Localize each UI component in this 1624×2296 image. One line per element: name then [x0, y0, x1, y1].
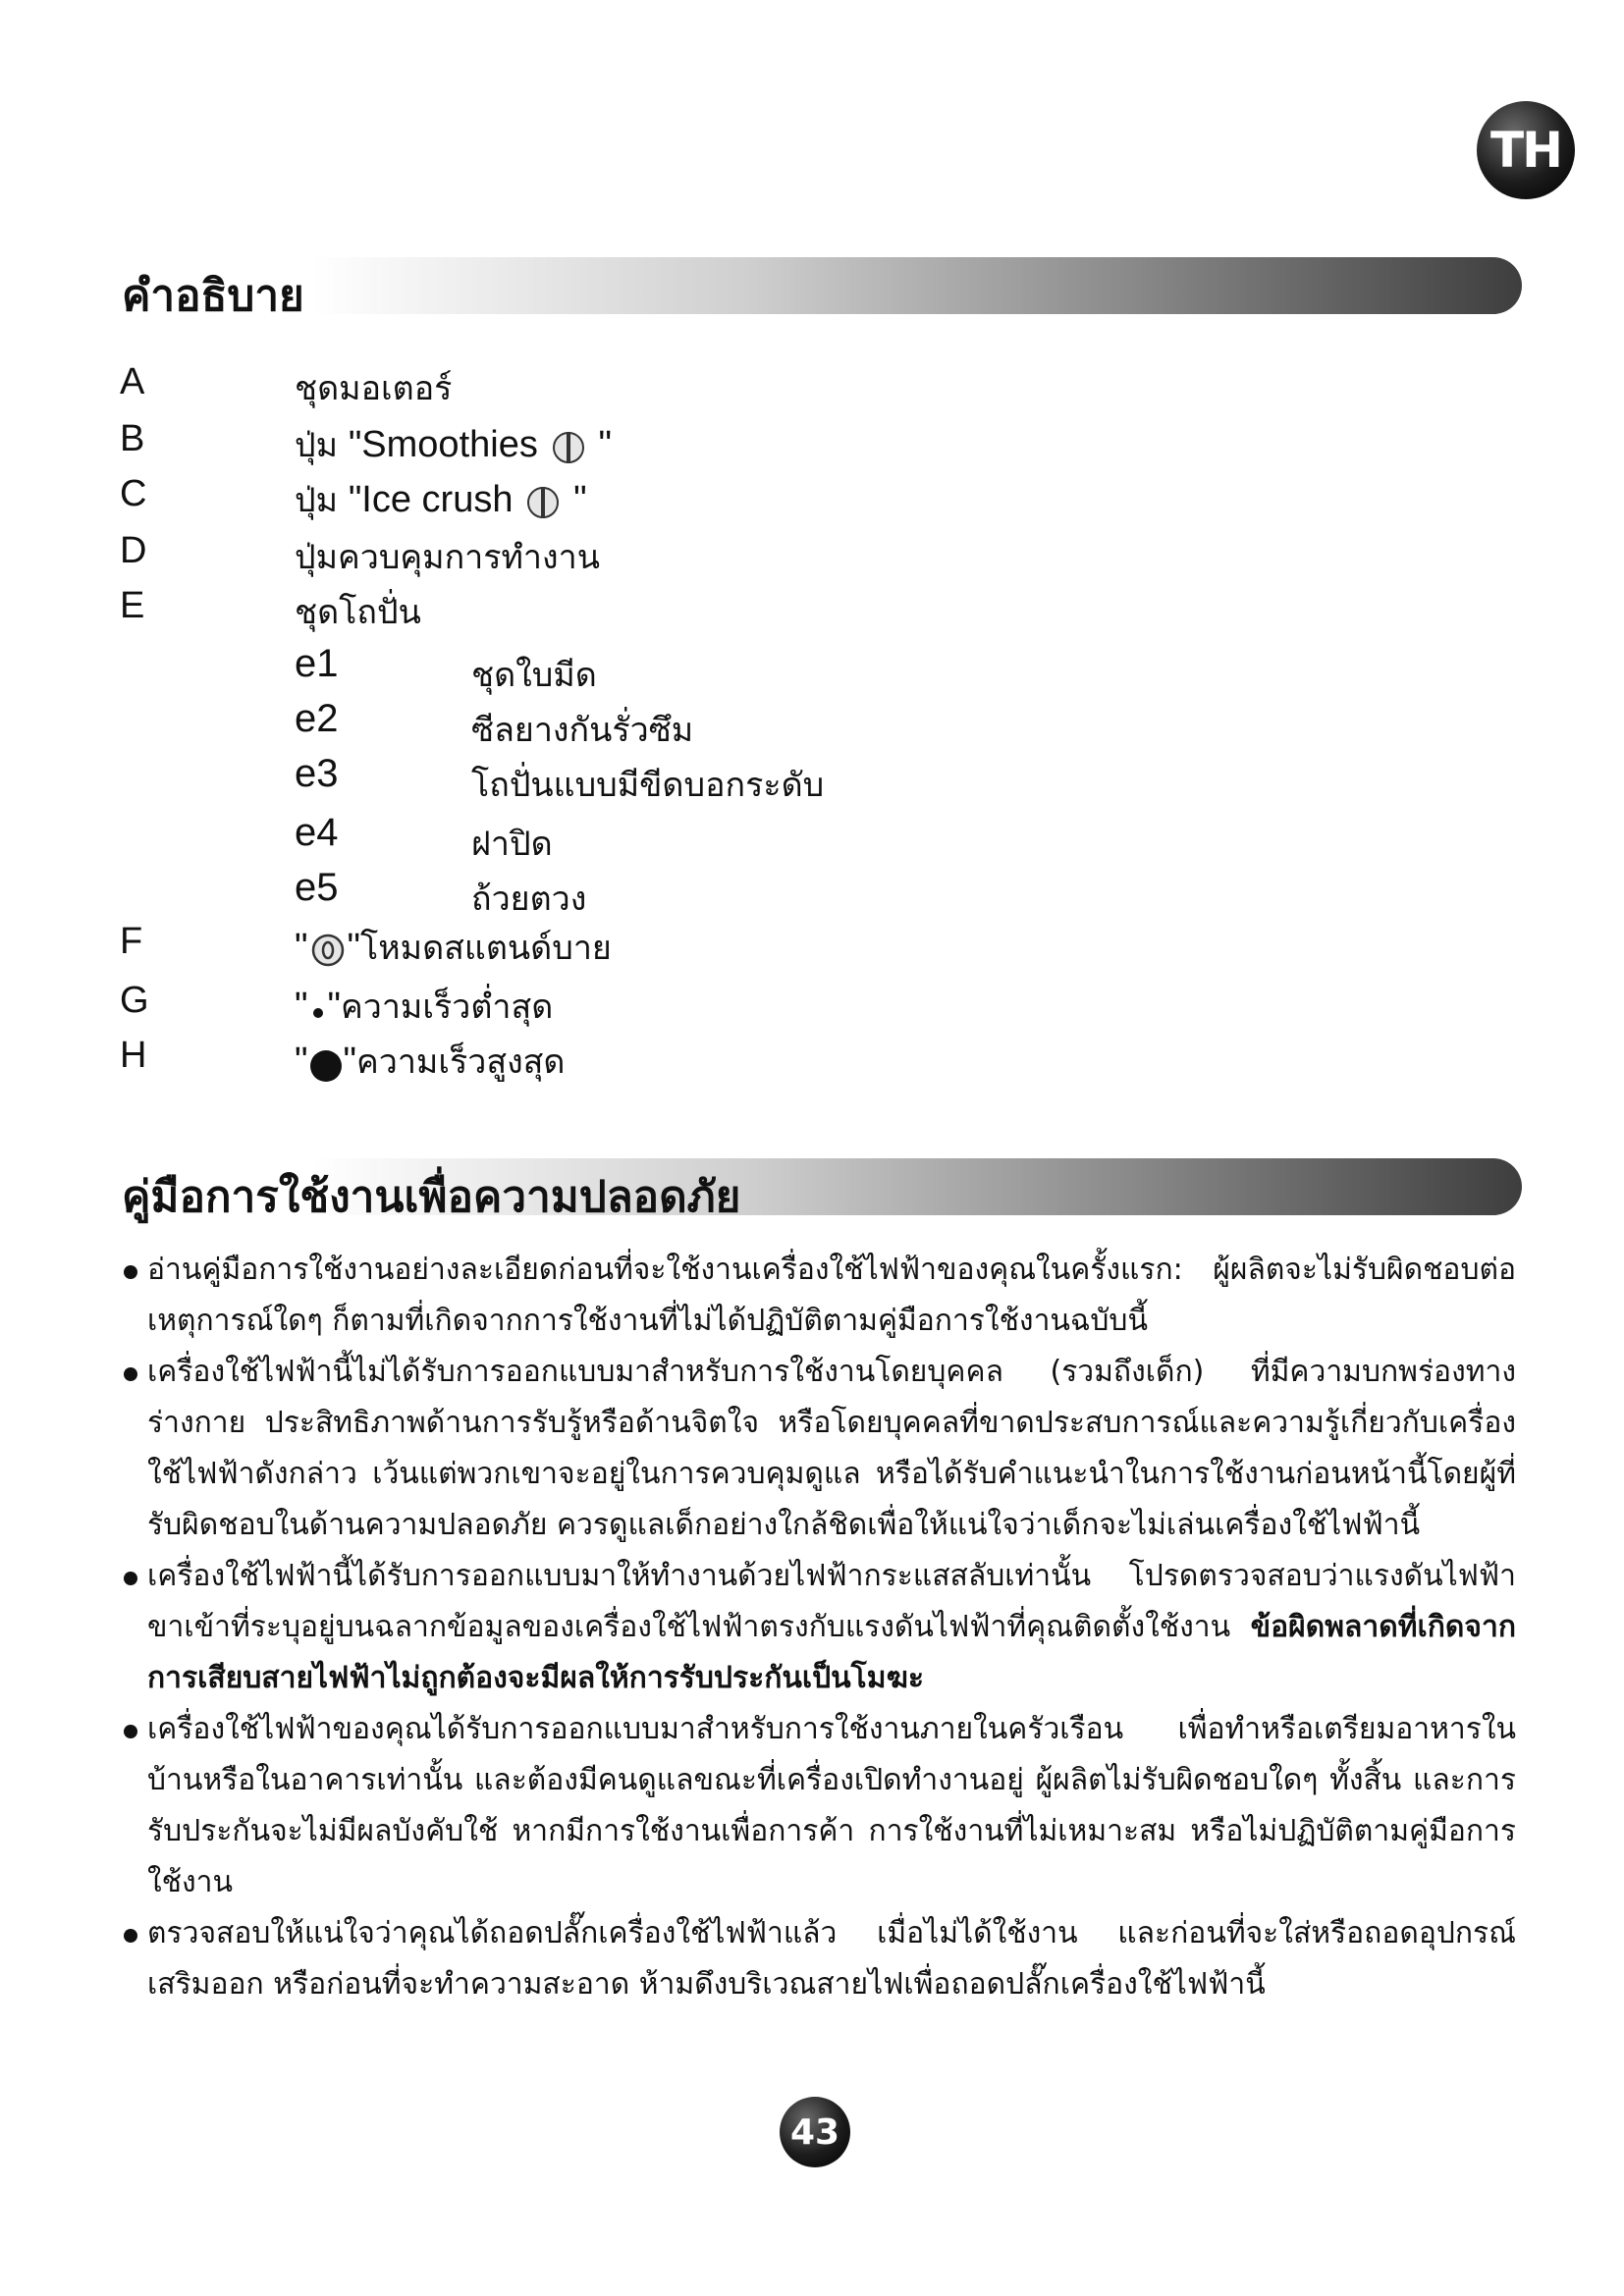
pulse-icon: [549, 428, 588, 467]
quote-close: ": [327, 986, 341, 1027]
legend-subtext: ถ้วยตวง: [471, 880, 587, 919]
bullet-text: เครื่องใช้ไฟฟ้าของคุณได้รับการออกแบบมาสำหรับการใช้งานภายในครัวเรือน เพื่อทำหรือเตรียมอาหารในบ้านหรือในอาคารเท่านั้น และต้องมีคนดูแลขณะที่เครื่องเปิดทำงานอยู่ ผู้ผลิตไม่รับผิดชอบใดๆ ทั้งสิ้น และการรับประกันจะไม่มีผลบังคับใช้ หากมีการใช้งานเพื่อการค้า การใช้งานที่ไม่เหมาะสม หรือไม่ปฏิบัติตามคู่มือการใช้งาน: [147, 1712, 1516, 1899]
max-speed-dot-icon: [308, 1044, 344, 1084]
page-number-badge: 43: [780, 2097, 850, 2167]
safety-bullet: [122, 1245, 1516, 1347]
safety-bullet: [122, 1704, 1516, 1908]
min-speed-dot-icon: [308, 989, 328, 1029]
quote-close: ": [347, 927, 360, 968]
legend-key: E: [120, 585, 145, 626]
legend-subkey: e3: [295, 752, 339, 795]
legend-text: [295, 980, 553, 1033]
legend-key: H: [120, 1035, 147, 1076]
safety-bullet: [122, 1551, 1516, 1704]
bullet-text: ตรวจสอบให้แน่ใจว่าคุณได้ถอดปลั๊กเครื่องใช้ไฟฟ้าแล้ว เมื่อไม่ได้ใช้งาน และก่อนที่จะใส่หรือถอดอุปกรณ์เสริมออก หรือก่อนที่จะทำความสะอาด ห้ามดึงบริเวณสายไฟเพื่อถอดปลั๊กเครื่องใช้ไฟฟ้านี้: [147, 1916, 1516, 2002]
smoothies-label: "Smoothies: [348, 424, 538, 465]
safety-bullet: [122, 1908, 1516, 2010]
bullet-text: เครื่องใช้ไฟฟ้านี้ไม่ได้รับการออกแบบมาสำหรับการใช้งานโดยบุคคล (รวมถึงเด็ก) ที่มีความบกพร่องทางร่างกาย ประสิทธิภาพด้านการรับรู้หรือด้านจิตใจ หรือโดยบุคคลที่ขาดประสบการณ์และความรู้เกี่ยวกับเครื่องใช้ไฟฟ้าดังกล่าว เว้นแต่พวกเขาจะอยู่ในการควบคุมดูแล หรือได้รับคำแนะนำในการใช้งานก่อนหน้านี้โดยผู้ที่รับผิดชอบในด้านความปลอดภัย ควรดูแลเด็กอย่างใกล้ชิดเพื่อให้แน่ใจว่าเด็กจะไม่เล่นเครื่องใช้ไฟฟ้านี้: [147, 1355, 1516, 1542]
ice-crush-label: "Ice crush: [348, 479, 514, 520]
legend-subkey: e1: [295, 642, 339, 685]
legend-subkey: e4: [295, 811, 339, 854]
section-title-description: คำอธิบาย: [122, 271, 304, 321]
bullet-text: อ่านคู่มือการใช้งานอย่างละเอียดก่อนที่จะใช้งานเครื่องใช้ไฟฟ้าของคุณในครั้งแรก: ผู้ผลิตจะไม่รับผิดชอบต่อเหตุการณ์ใดๆ ก็ตามที่เกิดจากการใช้งานที่ไม่ได้ปฏิบัติตามคู่มือการใช้งานฉบับนี้: [147, 1253, 1516, 1338]
quote-close: ": [573, 479, 587, 520]
legend-text-prefix: ปุ่ม: [295, 426, 338, 465]
quote-open: ": [295, 1041, 308, 1082]
speed-text: ความเร็วต่ำสุด: [341, 988, 554, 1027]
legend-key: D: [120, 530, 147, 571]
section-title-safety: คู่มือการใช้งานเพื่อความปลอดภัย: [122, 1172, 741, 1222]
pulse-icon: [523, 483, 563, 522]
safety-bullet: [122, 1347, 1516, 1551]
legend-key: F: [120, 921, 143, 962]
quote-open: ": [295, 986, 308, 1027]
legend-subtext: ซีลยางกันรั่วซึม: [471, 711, 694, 750]
legend-text: [295, 921, 612, 974]
legend-key: G: [120, 980, 149, 1021]
legend-text: ปุ่มควบคุมการทำงาน: [295, 538, 600, 577]
speed-text: โหมดสแตนด์บาย: [360, 929, 612, 968]
legend-key: A: [120, 361, 145, 402]
quote-open: ": [295, 927, 308, 968]
legend-subtext: ฝาปิด: [471, 825, 553, 864]
legend-text: ชุดโถปั่น: [295, 593, 421, 632]
legend-subkey: e5: [295, 866, 339, 909]
legend-text: [295, 1035, 566, 1088]
bullet-text: เครื่องใช้ไฟฟ้านี้ได้รับการออกแบบมาให้ทำงานด้วยไฟฟ้ากระแสสลับเท่านั้น โปรดตรวจสอบว่าแรงดันไฟฟ้าขาเข้าที่ระบุอยู่บนฉลากข้อมูลของเครื่องใช้ไฟฟ้าตรงกับแรงดันไฟฟ้าที่คุณติดตั้งใช้งาน: [147, 1559, 1516, 1644]
legend-key: C: [120, 473, 147, 514]
legend-key: B: [120, 418, 145, 459]
legend-subtext: ชุดใบมีด: [471, 656, 597, 695]
safety-bullet-list: [122, 1245, 1516, 2010]
quote-close: ": [598, 424, 612, 465]
standby-icon: [308, 931, 348, 970]
speed-text: ความเร็วสูงสุด: [356, 1042, 566, 1082]
legend-text: ชุดมอเตอร์: [295, 369, 453, 408]
bullet-bold-warning: ข้อผิดพลาดที่เกิดจากการเสียบสายไฟฟ้าไม่ถูกต้องจะมีผลให้การรับประกันเป็นโมฆะ: [147, 1610, 1516, 1695]
legend-subkey: e2: [295, 697, 339, 740]
quote-close: ": [343, 1041, 356, 1082]
legend-text: [295, 473, 587, 526]
language-badge: TH: [1477, 101, 1575, 199]
section-header-bar: [116, 257, 1522, 314]
legend-text-prefix: ปุ่ม: [295, 481, 338, 520]
legend-text: [295, 418, 612, 471]
legend-subtext: โถปั่นแบบมีขีดบอกระดับ: [471, 766, 825, 805]
